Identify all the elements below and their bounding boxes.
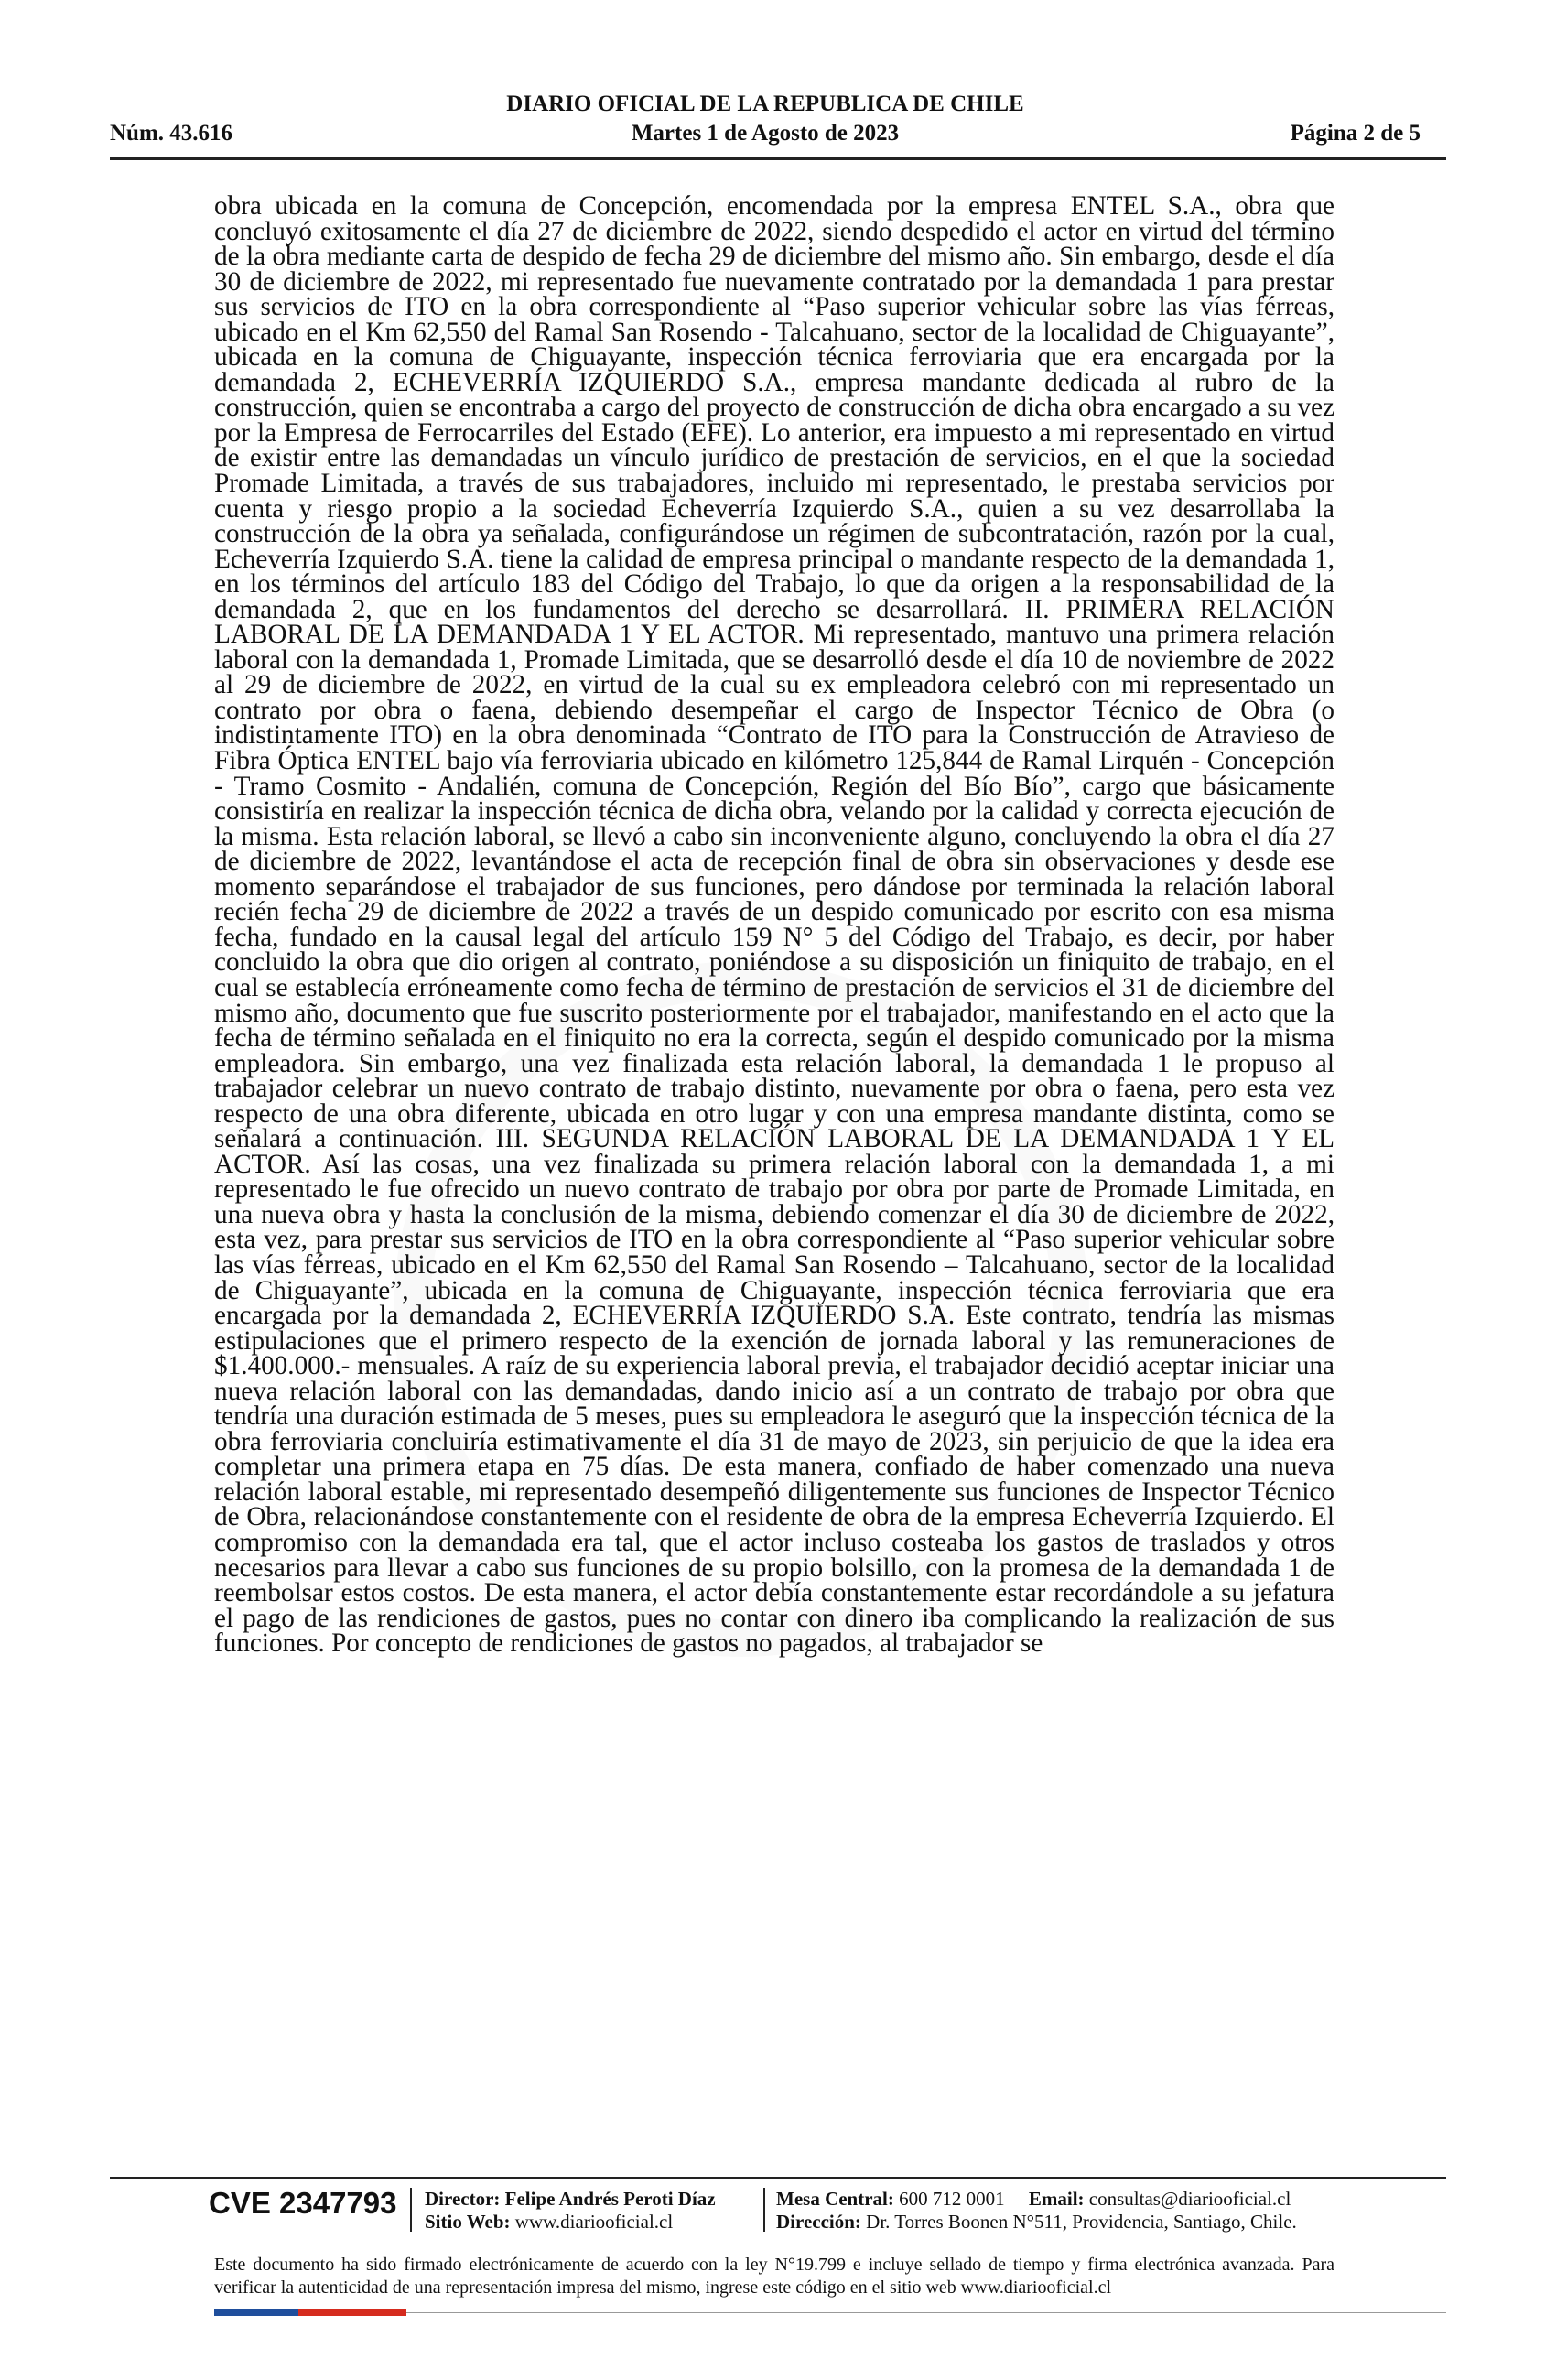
- address-label: Dirección:: [776, 2211, 861, 2233]
- footer-separator: [410, 2188, 412, 2232]
- cve-code: CVE 2347793: [209, 2186, 397, 2220]
- director-label: Director:: [425, 2188, 501, 2210]
- email-label: Email:: [1028, 2188, 1085, 2210]
- newspaper-title: DIARIO OFICIAL DE LA REPUBLICA DE CHILE: [506, 92, 1024, 116]
- phone-label: Mesa Central:: [776, 2188, 894, 2210]
- website-link[interactable]: www.diariooficial.cl: [514, 2211, 674, 2233]
- address-value: Dr. Torres Boonen N°511, Providencia, Santiago, Chile.: [866, 2211, 1297, 2233]
- phone-number: 600 712 0001: [899, 2188, 1005, 2210]
- header-divider: [110, 157, 1446, 160]
- footer-separator: [763, 2188, 765, 2232]
- footer-contact-info: [776, 2188, 1297, 2234]
- website-label: Sitio Web:: [425, 2211, 511, 2233]
- issue-number: Núm. 43.616: [110, 121, 233, 146]
- document-body: obra ubicada en la comuna de Concepción, encomendada por la empresa ENTEL S.A., obra que concluyó exitosamente el día 27 de diciembre de 2022, siendo despedido el actor en virtud del término de la obra mediante carta de despido de fecha 29 de diciembre del mismo año. Sin embargo, desde el día 30 de diciembre de 2022, mi representado fue nuevamente contratado por la demandada 1 para prestar sus servicios de ITO en la obra correspondiente al “Paso superior vehicular sobre las vías férreas, ubicado en el Km 62,550 del Ramal San Rosendo - Talcahuano, sector de la localidad de Chiguayante”, ubicada en la comuna de Chiguayante, inspección técnica ferroviaria que era encargada por la demandada 2, ECHEVERRÍA IZQUIERDO S.A., empresa mandante dedicada al rubro de la construcción, quien se encontraba a cargo del proyecto de construcción de dicha obra encargado a su vez por la Empresa de Ferrocarriles del Estado (EFE). Lo anterior, era impuesto a mi representado en virtud de existir entre las demandadas un vínculo jurídico de prestación de servicios, en el que la sociedad Promade Limitada, a través de sus trabajadores, incluido mi representado, le prestaba servicios por cuenta y riesgo propio a la sociedad Echeverría Izquierdo S.A., quien a su vez desarrollaba la construcción de la obra ya señalada, configurándose un régimen de subcontratación, razón por la cual, Echeverría Izquierdo S.A. tiene la calidad de empresa principal o mandante respecto de la demandada 1, en los términos del artículo 183 del Código del Trabajo, lo que da origen a la responsabilidad de la demandada 2, que en los fundamentos del derecho se desarrollará. II. PRIMERA RELACIÓN LABORAL DE LA DEMANDADA 1 Y EL ACTOR. Mi representado, mantuvo una primera relación laboral con la demandada 1, Promade Limitada, que se desarrolló desde el día 10 de noviembre de 2022 al 29 de diciembre de 2022, en virtud de la cual su ex empleadora celebró con mi representado un contrato por obra o faena, debiendo desempeñar el cargo de Inspector Técnico de Obra (o indistintamente ITO) en la obra denominada “Contrato de ITO para la Construcción de Atravieso de Fibra Óptica ENTEL bajo vía ferroviaria ubicado en kilómetro 125,844 de Ramal Lirquén - Concepción - Tramo Cosmito - Andalién, comuna de Concepción, Región del Bío Bío”, cargo que básicamente consistiría en realizar la inspección técnica de dicha obra, velando por la calidad y correcta ejecución de la misma. Esta relación laboral, se llevó a cabo sin inconveniente alguno, concluyendo la obra el día 27 de diciembre de 2022, levantándose el acta de recepción final de obra sin observaciones y desde ese momento separándose el trabajador de sus funciones, pero dándose por terminada la relación laboral recién fecha 29 de diciembre de 2022 a través de un despido comunicado por escrito con esa misma fecha, fundado en la causal legal del artículo 159 N° 5 del Código del Trabajo, es decir, por haber concluido la obra que dio origen al contrato, poniéndose a su disposición un finiquito de trabajo, en el cual se establecía erróneamente como fecha de término de prestación de servicios el 31 de diciembre del mismo año, documento que fue suscrito posteriormente por el trabajador, manifestando en el acto que la fecha de término señalada en el finiquito no era la correcta, según el despido comunicado por la misma empleadora. Sin embargo, una vez finalizada esta relación laboral, la demandada 1 le propuso al trabajador celebrar un nuevo contrato de trabajo distinto, nuevamente por obra o faena, pero esta vez respecto de una obra diferente, ubicada en otro lugar y con una empresa mandante distinta, como se señalará a continuación. III. SEGUNDA RELACIÓN LABORAL DE LA DEMANDADA 1 Y EL ACTOR. Así las cosas, una vez finalizada su primera relación laboral con la demandada 1, a mi representado le fue ofrecido un nuevo contrato de trabajo por obra por parte de Promade Limitada, en una nueva obra y hasta la conclusión de la misma, debiendo comenzar el día 30 de diciembre de 2022, esta vez, para prestar sus servicios de ITO en la obra correspondiente al “Paso superior vehicular sobre las vías férreas, ubicado en el Km 62,550 del Ramal San Rosendo – Talcahuano, sector de la localidad de Chiguayante”, ubicada en la comuna de Chiguayante, inspección técnica ferroviaria que era encargada por la demandada 2, ECHEVERRÍA IZQUIERDO S.A. Este contrato, tendría las mismas estipulaciones que el primero respecto de la exención de jornada laboral y las remuneraciones de $1.400.000.- mensuales. A raíz de su experiencia laboral previa, el trabajador decidió aceptar iniciar una nueva relación laboral con las demandadas, dando inicio así a un contrato de trabajo por obra que tendría una duración estimada de 5 meses, pues su empleadora le aseguró que la inspección técnica de la obra ferroviaria concluiría estimativamente el día 31 de mayo de 2023, sin perjuicio de que la idea era completar una primera etapa en 75 días. De esta manera, confiado de haber comenzado una nueva relación laboral estable, mi representado desempeñó diligentemente sus funciones de Inspector Técnico de Obra, relacionándose constantemente con el residente de obra de la empresa Echeverría Izquierdo. El compromiso con la demandada era tal, que el actor incluso costeaba los gastos de traslados y otros necesarios para llevar a cabo sus funciones de su propio bolsillo, con la promesa de la demandada 1 de reembolsar estos costos. De esta manera, el actor debía constantemente estar recordándole a su jefatura el pago de las rendiciones de gastos, pues no contar con dinero iba complicando la realización de sus funciones. Por concepto de rendiciones de gastos no pagados, al trabajador se: [214, 191, 1334, 1659]
- email-link[interactable]: consultas@diariooficial.cl: [1088, 2188, 1291, 2210]
- page-header: [110, 92, 1421, 157]
- director-name: Felipe Andrés Peroti Díaz: [504, 2188, 716, 2210]
- flag-color-bar: [214, 2309, 406, 2316]
- flag-blue-segment: [214, 2309, 298, 2316]
- flag-red-segment: [298, 2309, 406, 2316]
- bottom-divider: [406, 2312, 1446, 2313]
- signature-notice: Este documento ha sido firmado electrónicamente de acuerdo con la ley N°19.799 e incluye sellado de tiempo y firma electrónica avanzada. Para verificar la autenticidad de una representación impresa del mismo, ingrese este código en el sitio web www.diariooficial.cl: [214, 2255, 1334, 2298]
- issue-date: Martes 1 de Agosto de 2023: [631, 121, 900, 146]
- page-number: Página 2 de 5: [1290, 121, 1421, 146]
- footer-director-info: [425, 2188, 716, 2234]
- footer-divider: [110, 2177, 1446, 2179]
